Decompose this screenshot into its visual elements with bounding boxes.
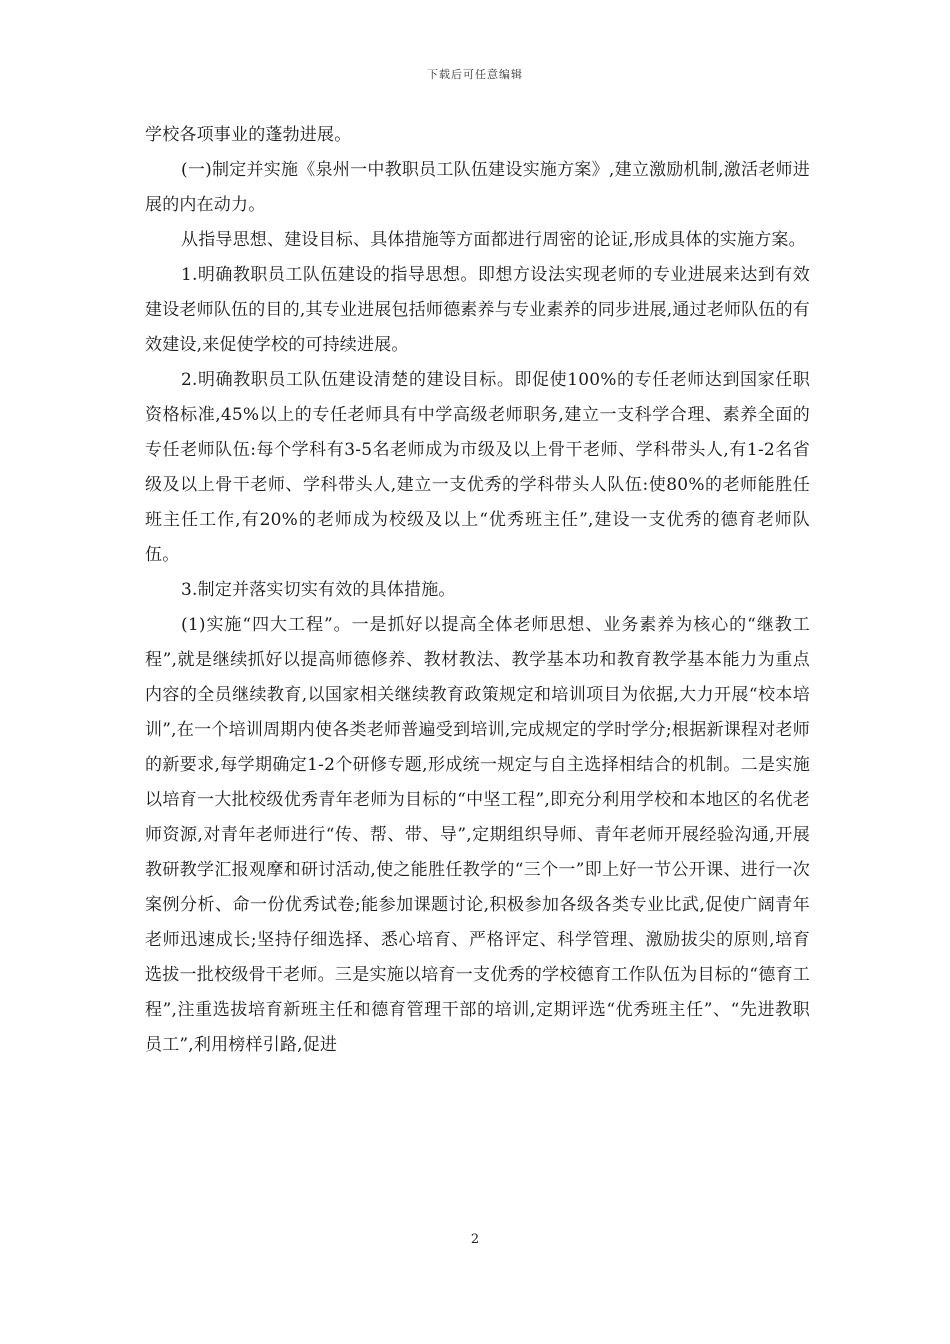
page-header: 下载后可任意编辑 <box>427 68 523 81</box>
paragraph-item-3: 3.制定并落实切实有效的具体措施。 <box>181 580 456 600</box>
paragraph-subitem-1: (1)实施“四大工程”。一是抓好以提高全体老师思想、业务素养为核心的“继教工程”,就是继续抓好以提高师德修养、教材教法、教学基本功和教育教学基本能力为重点内容的全员继续教育,以国家相关继续教育政策规定和培训项目为依据,大力开展“校本培训”,在一个培训周期内使各类老师普遍受到培训,完成规定的学时学分;根据新课程对老师的新要求,每学期确定1-2个研修专题,形成统一规定与自主选择相结合的机制。二是实施以培育一大批校级优秀青年老师为目标的“中坚工程”,即充分利用学校和本地区的名优老师资源,对青年老师进行“传、帮、带、导”,定期组织导师、青年老师开展经验沟通,开展教研教学汇报观摩和研讨活动,使之能胜任教学的“三个一”即上好一节公开课、进行一次案例分析、命一份优秀试卷;能参加课题讨论,积极参加各级各类专业比武,促使广阔青年老师迅速成长;坚持仔细选择、悉心培育、严格评定、科学管理、激励拔尖的原则,培育选拔一批校级骨干老师。三是实施以培育一支优秀的学校德育工作队伍为目标的“德育工程”,注重选拔培育新班主任和德育管理干部的培训,定期评选“优秀班主任”、“先进教职员工”,利用榜样引路,促进 <box>145 615 810 1055</box>
document-body <box>145 118 810 1063</box>
paragraph-overview: 从指导思想、建设目标、具体措施等方面都进行周密的论证,形成具体的实施方案。 <box>181 230 806 250</box>
paragraph-item-2: 2.明确教职员工队伍建设清楚的建设目标。即促使100%的专任老师达到国家任职资格标准,45%以上的专任老师具有中学高级老师职务,建立一支科学合理、素养全面的专任老师队伍:每个学科有3-5名老师成为市级及以上骨干老师、学科带头人,有1-2名省级及以上骨干老师、学科带头人,建立一支优秀的学科带头人队伍:使80%的老师能胜任班主任工作,有20%的老师成为校级及以上“优秀班主任”,建设一支优秀的德育老师队伍。 <box>145 370 810 565</box>
page-number: 2 <box>470 1232 480 1247</box>
paragraph-item-1: 1.明确教职员工队伍建设的指导思想。即想方设法实现老师的专业进展来达到有效建设老师队伍的目的,其专业进展包括师德素养与专业素养的同步进展,通过老师队伍的有效建设,来促使学校的可持续进展。 <box>145 265 810 355</box>
paragraph-continuation: 学校各项事业的蓬勃进展。 <box>145 125 352 145</box>
paragraph-section-one: (一)制定并实施《泉州一中教职员工队伍建设实施方案》,建立激励机制,激活老师进展的内在动力。 <box>145 160 810 215</box>
